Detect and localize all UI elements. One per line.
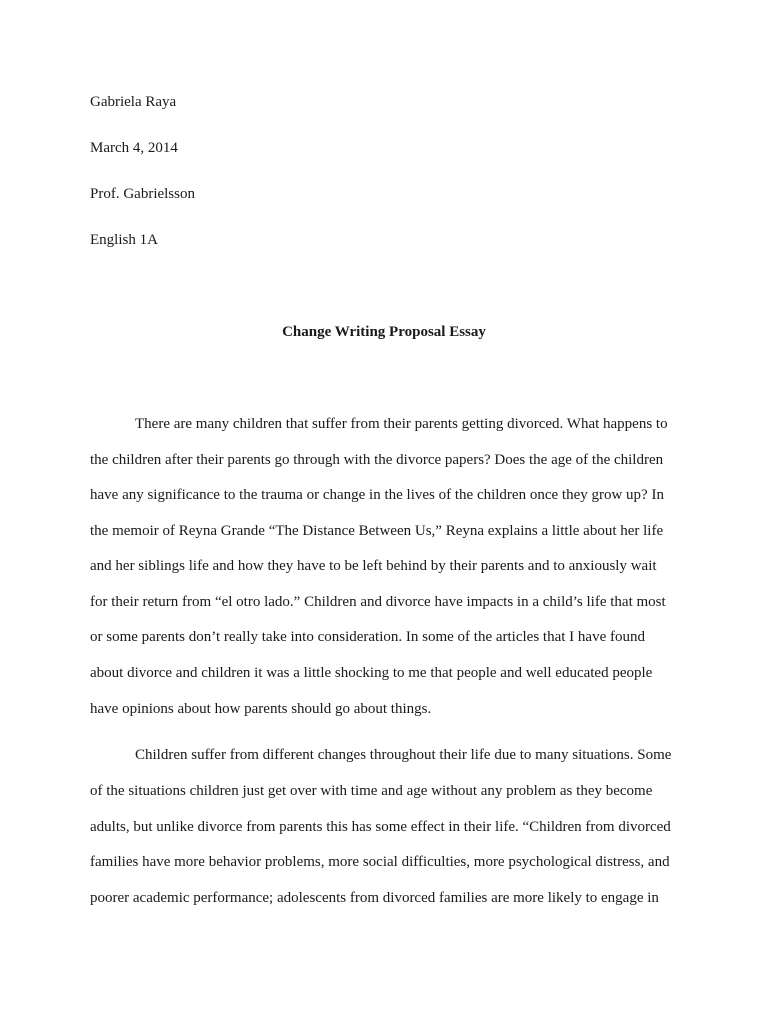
paragraph-1-line-5: and her siblings life and how they have to be left behind by their parents and to anxiously wait bbox=[90, 558, 657, 574]
essay-date: March 4, 2014 bbox=[90, 140, 178, 156]
paragraph-1-line-3: have any significance to the trauma or change in the lives of the children once they grow up? In bbox=[90, 487, 664, 503]
course-name: English 1A bbox=[90, 232, 158, 248]
paragraph-1-line-4: the memoir of Reyna Grande “The Distance Between Us,” Reyna explains a little about her life bbox=[90, 523, 664, 539]
paragraph-1-line-8: about divorce and children it was a little shocking to me that people and well educated people bbox=[90, 665, 653, 681]
paragraph-2-line-5: poorer academic performance; adolescents from divorced families are more likely to engage in bbox=[90, 890, 659, 906]
essay-title: Change Writing Proposal Essay bbox=[282, 324, 486, 340]
paragraph-1-line-7: or some parents don’t really take into consideration. In some of the articles that I have found bbox=[90, 629, 645, 645]
paragraph-1-line-2: the children after their parents go through with the divorce papers? Does the age of the children bbox=[90, 452, 664, 468]
paragraph-1-line-1: There are many children that suffer from their parents getting divorced. What happens to bbox=[135, 416, 668, 432]
paragraph-2-line-2: of the situations children just get over with time and age without any problem as they become bbox=[90, 783, 653, 799]
professor-name: Prof. Gabrielsson bbox=[90, 186, 195, 202]
paragraph-2-line-3: adults, but unlike divorce from parents this has some effect in their life. “Children from divorced bbox=[90, 819, 671, 835]
author-name: Gabriela Raya bbox=[90, 94, 177, 110]
paragraph-1-line-6: for their return from “el otro lado.” Children and divorce have impacts in a child’s life that most bbox=[90, 594, 666, 610]
paragraph-2-line-4: families have more behavior problems, more social difficulties, more psychological distress, and bbox=[90, 854, 670, 870]
paragraph-1-line-9: have opinions about how parents should go about things. bbox=[90, 701, 432, 717]
paragraph-2-line-1: Children suffer from different changes throughout their life due to many situations. Some bbox=[135, 747, 672, 763]
